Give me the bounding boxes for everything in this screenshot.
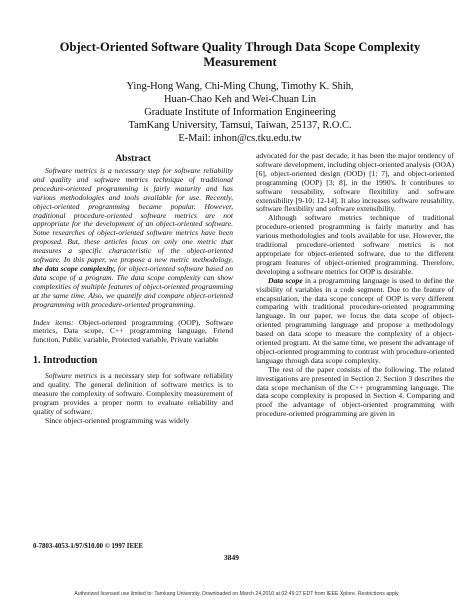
paper-title-line-2: Measurement bbox=[203, 55, 277, 69]
abstract-text-part-1: Software metrics is a necessary step for software reliability and quality and software metrics technique of traditional procedure-oriented programming is fairly maturity and has various methodologies and tools available for use. Recently, object-oriented programming became popular. However, traditional procedure-oriented software metrics are not appropriate for the development of an object-oriented software. Some researches of object-oriented software metrics have been proposed. But, these articles focus on only one metric that measures a specific characteristic of the object-oriented software. In this paper, we propose a new metric methodology, bbox=[33, 166, 233, 265]
download-footer: Authorized licensed use limited to: Tamkang University. Downloaded on March 24,2010 at 02:49:27 EDT from IEEE Xplore. Restrictions apply. bbox=[74, 591, 400, 597]
paper-title bbox=[50, 40, 430, 70]
right-paragraph-3 bbox=[256, 277, 454, 366]
index-terms-label: Index items: bbox=[33, 317, 74, 327]
author-email: E-Mail: inhon@cs.tku.edu.tw bbox=[178, 133, 302, 144]
author-names-line-1: Ying-Hong Wang, Chi-Ming Chung, Timothy K. Shih, bbox=[126, 81, 354, 92]
right-column bbox=[256, 152, 454, 419]
author-block bbox=[70, 80, 410, 145]
page-number: 3849 bbox=[224, 553, 239, 562]
introduction-heading: 1. Introduction bbox=[33, 355, 98, 367]
left-column bbox=[33, 152, 233, 426]
affiliation-line-2: TamKang University, Tamsui, Taiwan, 25137, R.O.C. bbox=[128, 120, 352, 131]
copyright-notice: 0-7803-4053-1/97/$10.00 © 1997 IEEE bbox=[33, 543, 144, 550]
index-terms-text: Object-oriented programming (OOP), Software metrics, Data scope, C++ programming language, Friend function, Public variable, Protected variable, Private variable bbox=[33, 317, 233, 345]
author-names-line-2: Huan-Chao Keh and Wei-Chuan Lin bbox=[164, 94, 316, 105]
abstract-text bbox=[33, 167, 233, 310]
right-paragraph-4: The rest of the paper consists of the following. The related investigations are presented in Section 2. Section 3 describes the data scope mechanism of the C++ programming language. The data scope complexity is proposed in Section 4. Comparing and proof the advantage of object-oriented programming with procedure-oriented programming are given in bbox=[256, 364, 454, 419]
data-scope-term: Data scope bbox=[268, 275, 303, 285]
abstract-key-term: the data scope complexity, bbox=[33, 263, 116, 273]
introduction-paragraph-1 bbox=[33, 372, 233, 417]
right-paragraph-1: advocated for the past decade, it has been the major tendency of software development, including object-oriented analysis (OOA) [6], object-oriented design (OOD) [1; 7], and object-oriented programming (OOP) [3; 8], in the 1990's. It contributes to software reusability, software flexibility and software extensibility [9-10; 12-14]. It also increases software reusability, software flexibility and software extensibility. bbox=[256, 151, 454, 214]
right-paragraph-3-text: in a programming language is used to define the visibility of variables in a code segment. Due to the feature of encapsulation, the data scope concept of OOP is very different comparing with traditional procedure-oriented programming language. In our paper, we focus the data scope of object-oriented programming language and propose a methodology based on data scope to measure the complexity of a object-oriented program. At the same time, we present the advantage of object-oriented programming to contrast with procedure-oriented language through data scope complexity. bbox=[256, 275, 455, 365]
abstract-heading: Abstract bbox=[115, 154, 151, 164]
affiliation-line-1: Graduate Institute of Information Engineering bbox=[144, 107, 336, 118]
introduction-paragraph-1-text: is a necessary step for software reliability and quality. The general definition of software metrics is to measure the complexity of software. Complexity measurement of program provides a proper norm to evaluate reliability and quality of software. bbox=[33, 371, 233, 416]
paper-title-line-1: Object-Oriented Software Quality Through Data Scope Complexity bbox=[59, 40, 421, 54]
introduction-key-term: Software metrics bbox=[45, 371, 98, 381]
right-paragraph-2: Although software metrics technique of traditional procedure-oriented programming is fairly maturity and has various methodologies and tools available for use. However, the traditional procedure-oriented software metrics is not appropriate for object-oriented software, due to the different program features of object-oriented programming. Therefore, developing a software metrics for OOP is desirable. bbox=[256, 213, 454, 276]
abstract-text-part-2: for object-oriented software based on data scope of a program. The data scope complexity can show complexities of multiple features of object-oriented programming at the same time. Also, we quantify and compare object-oriented programming with procedure-oriented programming. bbox=[33, 263, 233, 309]
index-terms bbox=[33, 319, 233, 346]
introduction-paragraph-2: Since object-oriented programming was widely bbox=[45, 415, 190, 425]
